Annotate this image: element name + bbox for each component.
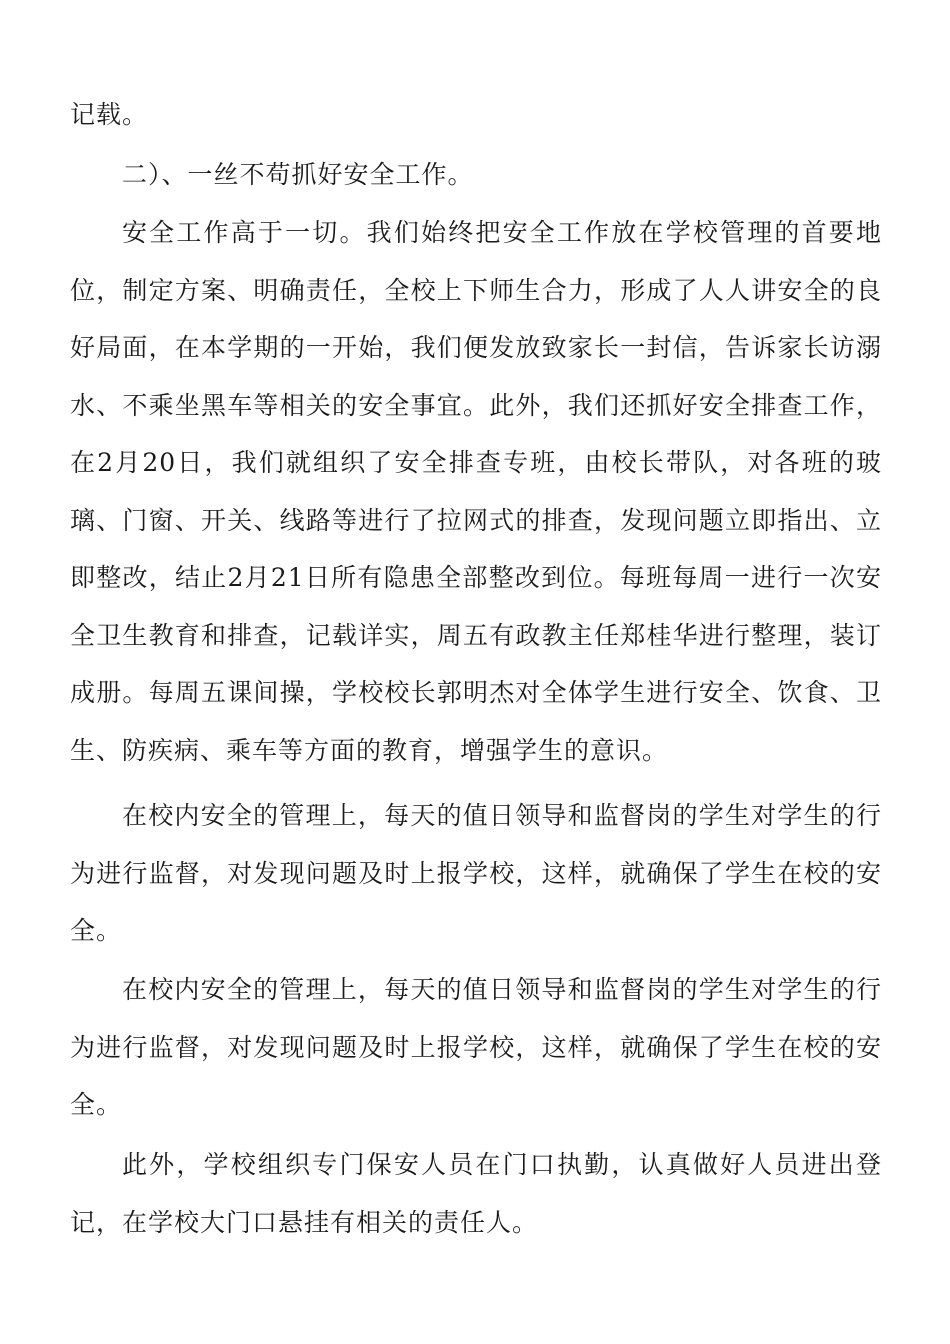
paragraph-continuation: 记载。	[70, 100, 149, 129]
paragraph-safety-overview: 安全工作高于一切。我们始终把安全工作放在学校管理的首要地位，制定方案、明确责任，全校上下师生合力，形成了人人讲安全的良好局面，在本学期的一开始，我们便发放致家长一封信，告诉家长访溺水、不乘坐黑车等相关的安全事宜。此外，我们还抓好安全排查工作，在2月20日，我们就组织了安全排查专班，由校长带队，对各班的玻璃、门窗、开关、线路等进行了拉网式的排查，发现问题立即指出、立即整改，结止2月21日所有隐患全部整改到位。每班每周一进行一次安全卫生教育和排查，记载详实，周五有政教主任郑桂华进行整理，装订成册。每周五课间操，学校校长郭明杰对全体学生进行安全、饮食、卫生、防疾病、乘车等方面的教育，增强学生的意识。	[70, 218, 882, 765]
section-heading: 二）、一丝不苟抓好安全工作。	[122, 160, 474, 189]
paragraph-campus-safety-2: 在校内安全的管理上，每天的值日领导和监督岗的学生对学生的行为进行监督，对发现问题及时上报学校，这样，就确保了学生在校的安全。	[70, 975, 882, 1119]
paragraph-security-guards: 此外，学校组织专门保安人员在门口执勤，认真做好人员进出登记，在学校大门口悬挂有相关的责任人。	[70, 1150, 882, 1237]
paragraph-campus-safety-1: 在校内安全的管理上，每天的值日领导和监督岗的学生对学生的行为进行监督，对发现问题及时上报学校，这样，就确保了学生在校的安全。	[70, 801, 882, 945]
